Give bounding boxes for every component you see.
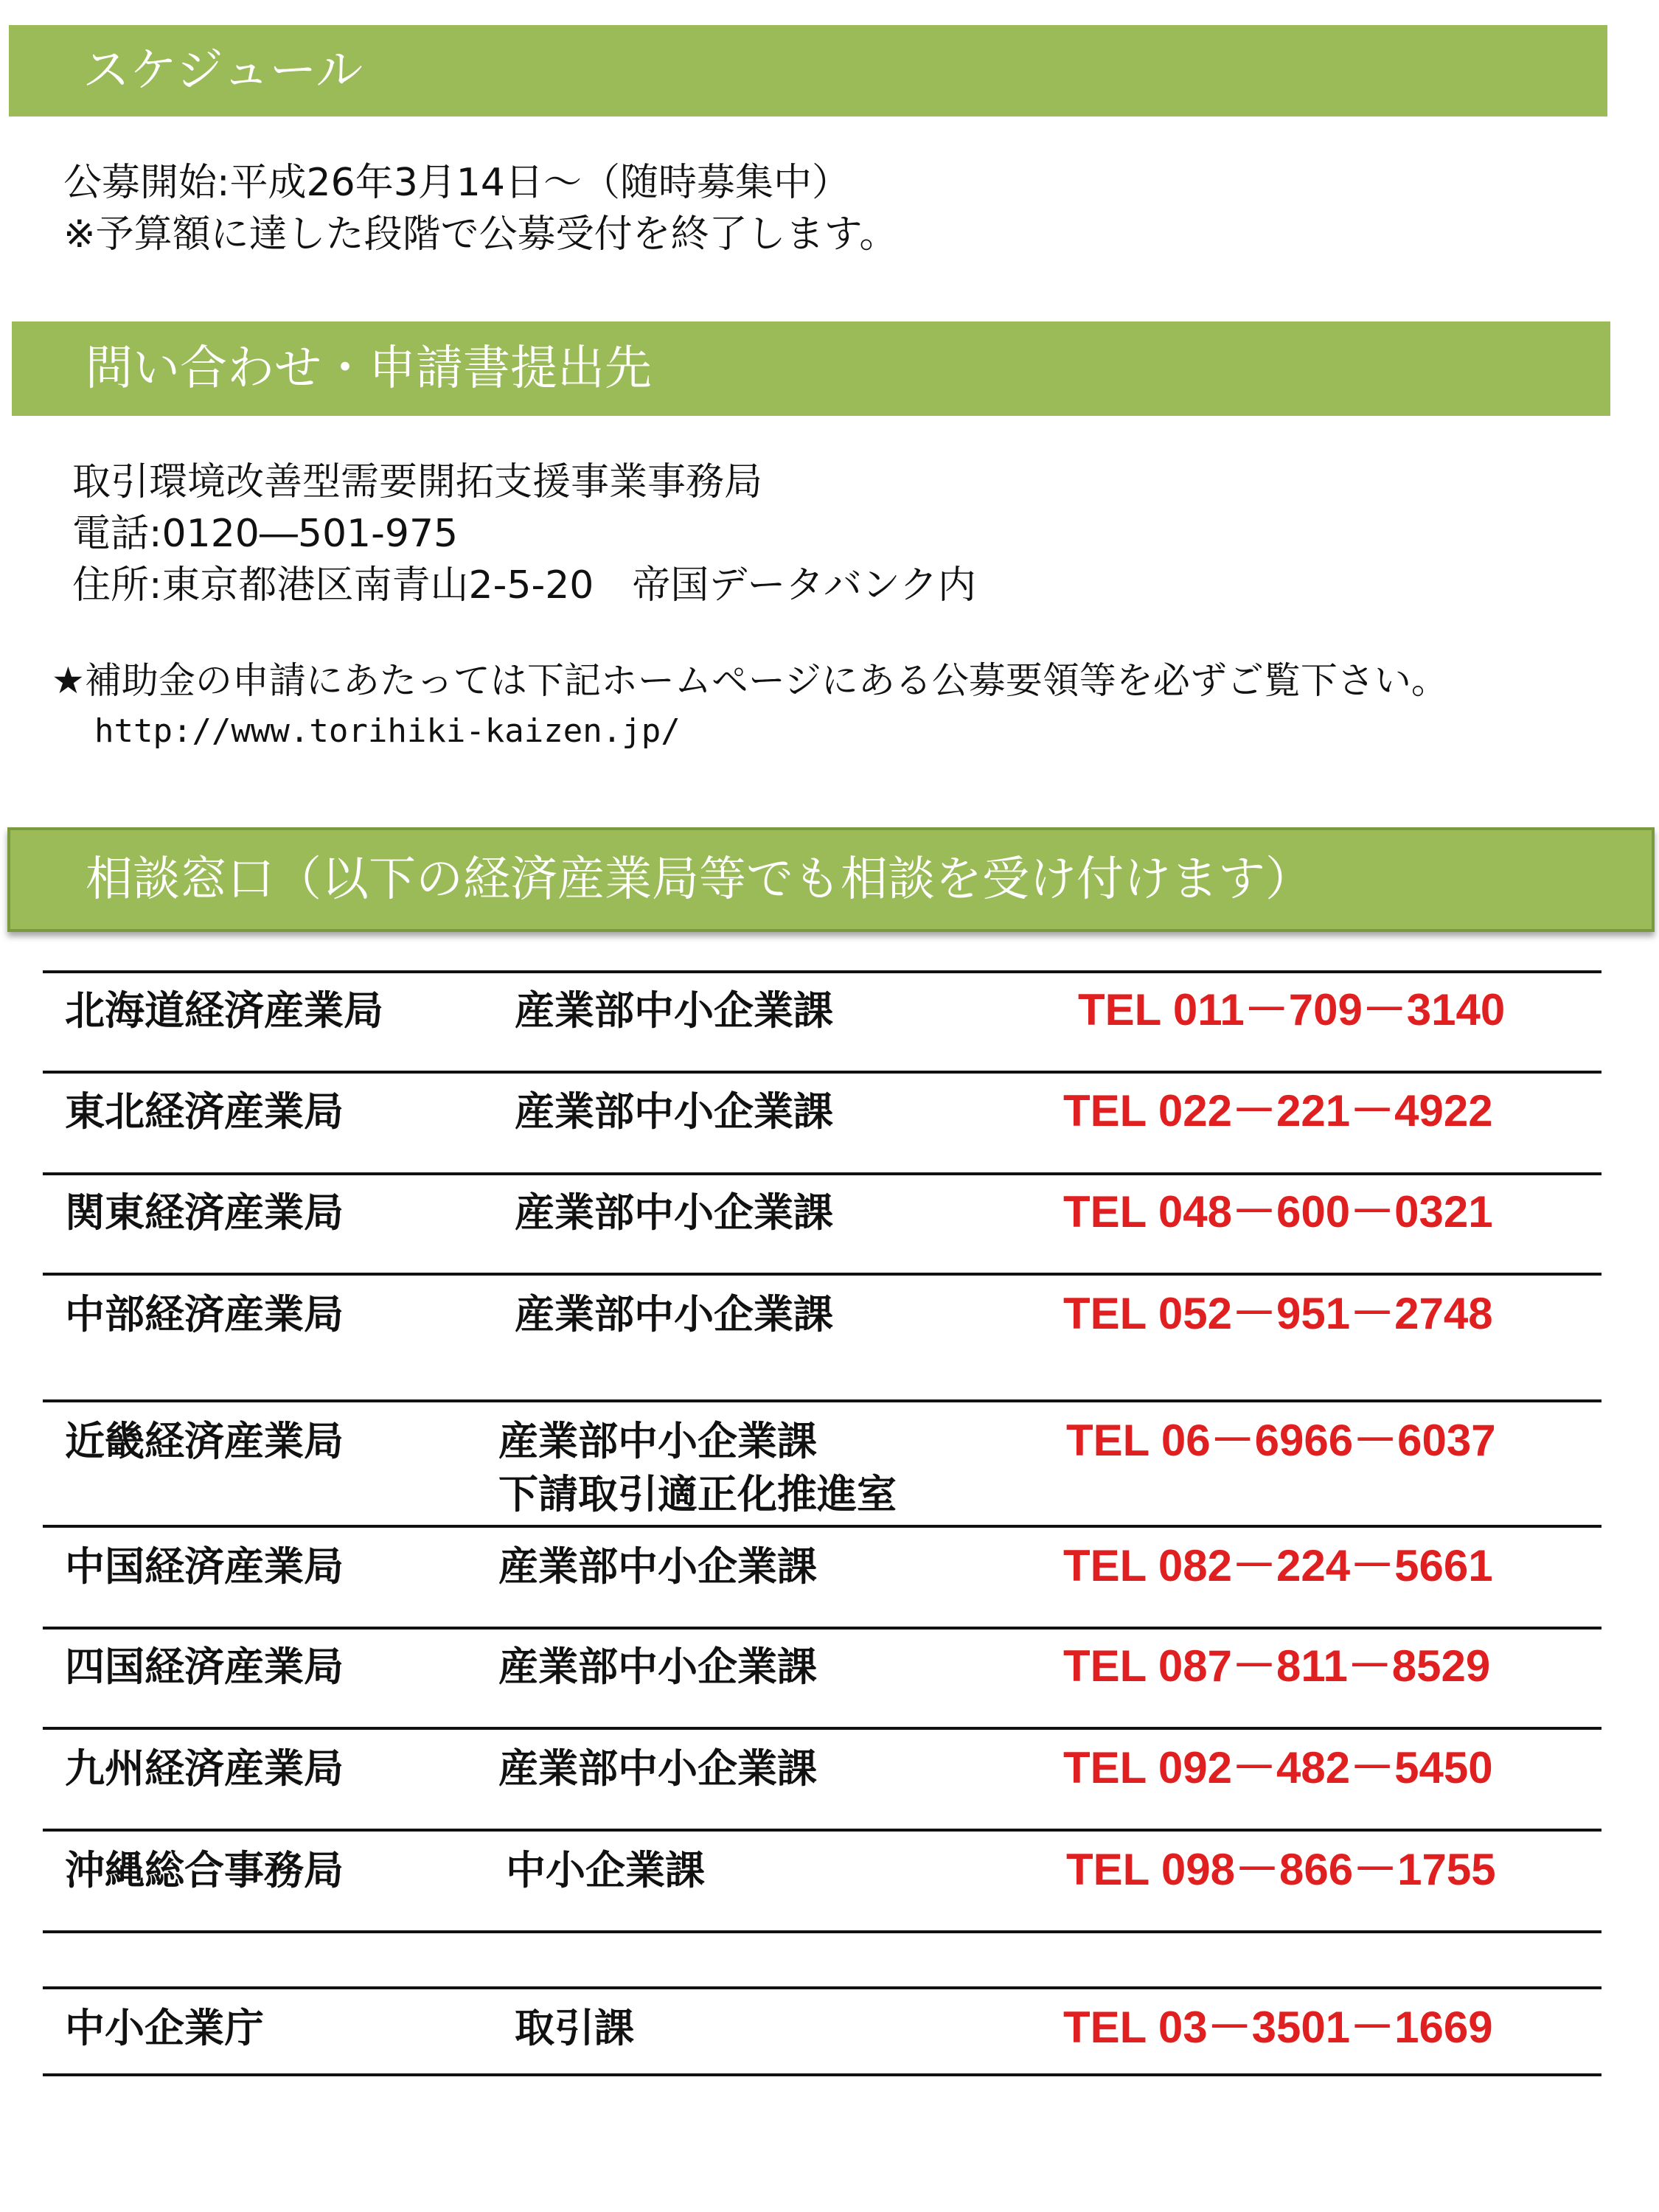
office-address-text: 住所:東京都港区南青山2-5-20 帝国データバンク内 — [72, 563, 976, 608]
office-name-text: 取引環境改善型需要開拓支援事業事務局 — [72, 460, 763, 504]
bureau-name: 東北経済産業局 — [65, 1088, 344, 1135]
section-header-consultation-title: 相談窓口（以下の経済産業局等でも相談を受け付けます） — [86, 852, 1312, 907]
bureau-name: 中部経済産業局 — [65, 1291, 344, 1338]
phone-number: TEL 06－6966－6037 — [1066, 1416, 1496, 1465]
schedule-note-text: ※予算額に達した段階で公募受付を終了します。 — [63, 212, 898, 257]
table-rule — [43, 1071, 1601, 1074]
department-name: 産業部中小企業課 — [515, 1088, 833, 1135]
section-header-schedule-title: スケジュール — [83, 44, 364, 98]
table-rule — [43, 1172, 1601, 1175]
bureau-name: 中国経済産業局 — [65, 1543, 344, 1590]
phone-number: TEL 048－600－0321 — [1063, 1187, 1493, 1237]
bureau-name: 関東経済産業局 — [65, 1189, 344, 1236]
table-rule — [43, 1829, 1601, 1832]
table-rule — [43, 1986, 1601, 1989]
department-name: 産業部中小企業課 — [515, 987, 833, 1034]
department-name: 産業部中小企業課 — [498, 1543, 817, 1590]
application-notice-text: ★補助金の申請にあたっては下記ホームページにある公募要領等を必ずご覧下さい。 — [52, 659, 1448, 702]
bureau-name: 四国経済産業局 — [65, 1644, 344, 1690]
department-name: 中小企業課 — [506, 1847, 705, 1893]
department-name: 産業部中小企業課 — [515, 1291, 833, 1338]
section-header-schedule — [9, 25, 1607, 116]
table-rule — [43, 1627, 1601, 1630]
table-rule — [43, 1399, 1601, 1402]
schedule-start-text: 公募開始:平成26年3月14日～（随時募集中） — [63, 161, 850, 205]
agency-department: 取引課 — [515, 2005, 634, 2051]
phone-number: TEL 098－866－1755 — [1066, 1845, 1496, 1894]
phone-number: TEL 011－709－3140 — [1078, 985, 1506, 1034]
office-phone-text: 電話:0120―501-975 — [72, 512, 459, 556]
department-name: 産業部中小企業課 — [498, 1644, 817, 1690]
agency-phone-number: TEL 03－3501－1669 — [1063, 2003, 1493, 2052]
department-name: 産業部中小企業課 — [515, 1189, 833, 1236]
phone-number: TEL 022－221－4922 — [1063, 1086, 1493, 1135]
table-rule — [43, 2073, 1601, 2076]
phone-number: TEL 092－482－5450 — [1063, 1743, 1493, 1792]
table-rule — [43, 1525, 1601, 1528]
section-header-contact-title: 問い合わせ・申請書提出先 — [86, 341, 652, 396]
bureau-name: 九州経済産業局 — [65, 1745, 344, 1792]
table-rule — [43, 970, 1601, 973]
bureau-name: 近畿経済産業局 — [65, 1418, 344, 1464]
table-rule — [43, 1273, 1601, 1276]
department-subname: 下請取引適正化推進室 — [498, 1471, 897, 1517]
phone-number: TEL 087－811－8529 — [1063, 1641, 1491, 1691]
bureau-name: 北海道経済産業局 — [65, 987, 383, 1034]
department-name: 産業部中小企業課 — [498, 1418, 817, 1464]
bureau-name: 沖縄総合事務局 — [65, 1847, 344, 1893]
phone-number: TEL 052－951－2748 — [1063, 1289, 1493, 1338]
phone-number: TEL 082－224－5661 — [1063, 1541, 1493, 1590]
agency-name: 中小企業庁 — [65, 2005, 264, 2051]
table-rule — [43, 1727, 1601, 1730]
department-name: 産業部中小企業課 — [498, 1745, 817, 1792]
website-url-link[interactable]: http://www.torihiki-kaizen.jp/ — [94, 712, 681, 750]
section-header-consultation — [7, 827, 1655, 932]
section-header-contact — [12, 321, 1610, 416]
table-rule — [43, 1930, 1601, 1933]
